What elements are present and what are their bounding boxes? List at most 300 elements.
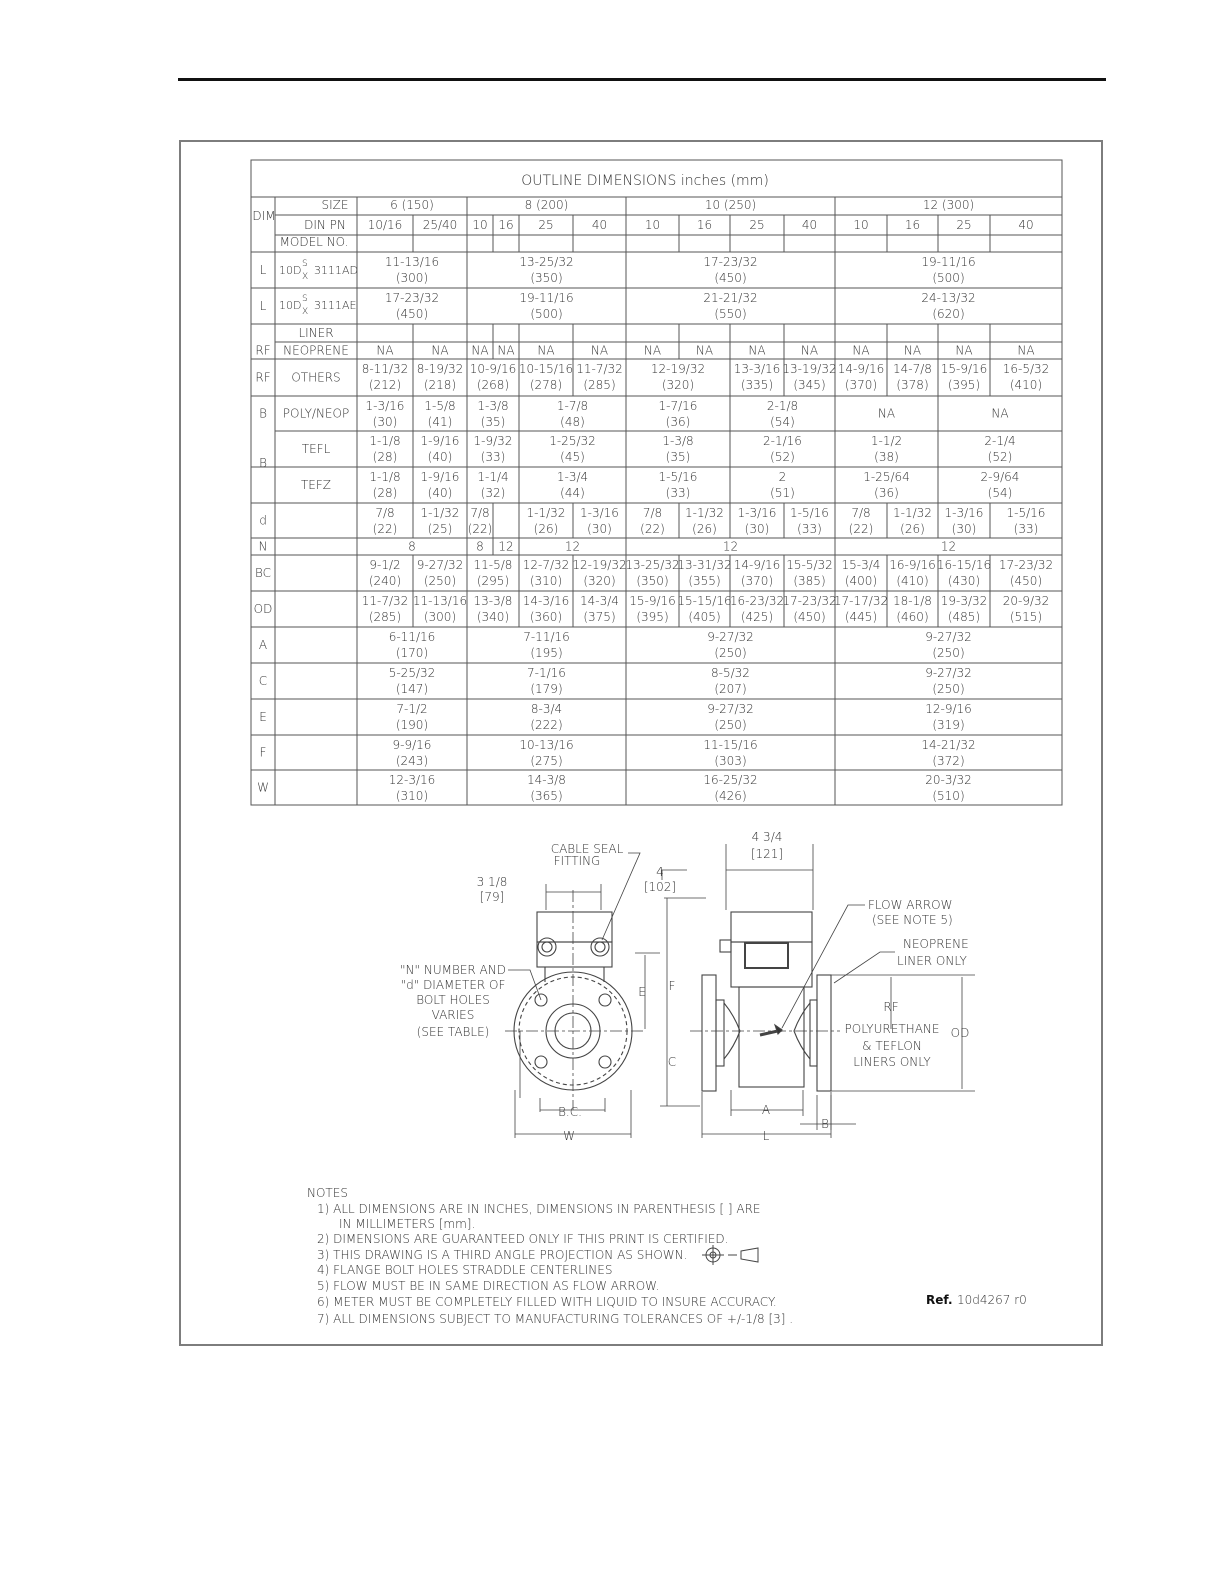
cell-mm: (285): [583, 378, 616, 392]
note-3: 3) THIS DRAWING IS A THIRD ANGLE PROJECTION AS SHOWN.: [317, 1248, 688, 1262]
cell-inches: 13-3/8: [473, 594, 513, 608]
notes-heading: NOTES: [307, 1186, 348, 1200]
row-dim-label: B: [259, 406, 267, 421]
cell-inches: 8-19/32: [416, 362, 464, 376]
cell-mm: (30): [744, 522, 770, 536]
cell-inches: 7/8: [375, 506, 395, 520]
bolt-holes-4: VARIES: [431, 1008, 475, 1022]
cell-inches: 1-1/8: [369, 434, 401, 448]
cell-mm: (500): [530, 307, 563, 321]
cell-mm: (52): [987, 450, 1013, 464]
cell-inches: 11-13/16: [412, 594, 468, 608]
side-housing-body: [731, 942, 812, 987]
model-ae-suffix: 3111AE: [314, 299, 357, 312]
third-angle-projection-icon: [702, 1245, 758, 1265]
side-housing-top: [731, 912, 812, 942]
cell-mm: (268): [476, 378, 510, 392]
cell-mm: (36): [665, 415, 691, 429]
cell-mm: (300): [395, 271, 429, 285]
cell-mm: (45): [560, 450, 585, 464]
cell-mm: (345): [793, 378, 826, 392]
cell-inches: 9-27/32: [416, 558, 464, 572]
cell-inches: 13-19/32: [782, 362, 837, 376]
cell-value: NA: [877, 406, 896, 421]
cell-inches: 1-3/16: [737, 506, 777, 520]
cell-value: NA: [903, 343, 922, 358]
model-ae-s: S: [302, 294, 308, 304]
cell-mm: (450): [793, 610, 826, 624]
cell-inches: 14-7/8: [893, 362, 932, 376]
cell-mm: (30): [372, 415, 398, 429]
cell-mm: (33): [480, 450, 506, 464]
cell-inches: 2-9/64: [980, 470, 1020, 484]
cell-inches: 14-3/4: [580, 594, 619, 608]
label-od: OD: [950, 1026, 970, 1040]
din-pn-cell: 10: [853, 218, 869, 232]
model-ae: [279, 294, 356, 317]
din-pn-cell: 40: [591, 218, 608, 232]
cell-inches: 1-9/16: [420, 470, 460, 484]
leader-cable-seal: [602, 853, 640, 940]
bolt-hole-4: [599, 1056, 611, 1068]
drawing-annotations: [400, 830, 969, 1143]
label-c: C: [667, 1055, 677, 1069]
cell-mm: (550): [714, 307, 747, 321]
leader-flow-arrow: [782, 905, 865, 1028]
cell-inches: 13-25/32: [625, 558, 680, 572]
cell-inches: 1-1/32: [526, 506, 566, 520]
cell-mm: (195): [530, 646, 563, 660]
side-fitting: [720, 940, 731, 952]
cell-mm: (378): [896, 378, 929, 392]
side-display: [745, 943, 788, 968]
row-sub-label: LINER: [298, 326, 334, 340]
cell-mm: (38): [874, 450, 899, 464]
cell-mm: (33): [665, 486, 691, 500]
cell-inches: 7/8: [851, 506, 871, 520]
din-pn-cell: 25: [956, 218, 972, 232]
left-fitting-inner: [542, 942, 552, 952]
cell-mm: (410): [896, 574, 929, 588]
din-pn-cell: 16: [696, 218, 713, 232]
cell-mm: (243): [395, 754, 429, 768]
cell-mm: (500): [932, 271, 965, 285]
cell-value: NA: [471, 343, 489, 358]
cell-inches: 20-9/32: [1002, 594, 1050, 608]
cell-mm: (395): [947, 378, 981, 392]
cell-mm: (285): [368, 610, 402, 624]
bolt-hole-2: [599, 994, 611, 1006]
cell-inches: 1-3/8: [477, 399, 509, 413]
model-label: MODEL NO.: [279, 235, 349, 249]
poly-teflon-3: LINERS ONLY: [853, 1055, 931, 1069]
cell-inches: 8-11/32: [361, 362, 409, 376]
cell-inches: 12-19/32: [650, 362, 706, 376]
cell-mm: (35): [480, 415, 506, 429]
cell-inches: 9-27/32: [707, 702, 754, 716]
cell-mm: (515): [1009, 610, 1043, 624]
row-dim-label: L: [259, 263, 267, 277]
cell-inches: 1-1/32: [893, 506, 932, 520]
cell-inches: 12-19/32: [572, 558, 627, 572]
label-a: A: [761, 1103, 771, 1117]
cell-mm: (147): [395, 682, 429, 696]
cell-inches: 1-5/16: [790, 506, 829, 520]
ref-label: Ref.: [926, 1293, 953, 1307]
cell-value: NA: [431, 343, 449, 358]
cell-mm: (365): [530, 789, 563, 803]
label-rf: RF: [883, 1000, 899, 1014]
row-dim-label: F: [259, 745, 267, 760]
right-flange-face: [810, 1000, 817, 1066]
cell-mm: (218): [423, 378, 457, 392]
note-2: 2) DIMENSIONS ARE GUARANTEED ONLY IF THIS PRINT IS CERTIFIED.: [317, 1232, 729, 1246]
cell-inches: 1-1/8: [369, 470, 401, 484]
cell-inches: 21-21/32: [703, 291, 758, 305]
cell-mm: (372): [932, 754, 965, 768]
cell-mm: (250): [714, 646, 747, 660]
cell-inches: 16-9/16: [889, 558, 936, 572]
note-1: 1) ALL DIMENSIONS ARE IN INCHES, DIMENSIONS IN PARENTHESIS [ ] ARE: [317, 1202, 761, 1216]
cell-mm: (32): [480, 486, 506, 500]
cell-mm: (22): [467, 522, 493, 536]
cell-inches: 15-3/4: [841, 558, 881, 572]
meter-drawing: [505, 844, 975, 1138]
cell-inches: 1-1/4: [477, 470, 509, 484]
cell-inches: 10-9/16: [469, 362, 517, 376]
cell-value: NA: [991, 406, 1009, 421]
label-b: B: [821, 1117, 829, 1131]
cell-mm: (207): [714, 682, 747, 696]
row-dim-label: L: [259, 299, 267, 313]
cell-inches: 16-5/32: [1002, 362, 1050, 376]
cell-inches: 14-3/8: [527, 773, 566, 787]
cell-inches: 14-21/32: [921, 738, 976, 752]
table-title: OUTLINE DIMENSIONS inches (mm): [521, 173, 769, 189]
dim-4-in: 4: [656, 865, 664, 879]
dim-3-1-8-mm: [79]: [479, 890, 505, 904]
cell-mm: (310): [529, 574, 563, 588]
left-flange: [702, 975, 716, 1091]
din-pn-cell: 16: [904, 218, 921, 232]
cell-inches: 6-11/16: [388, 630, 436, 644]
label-bc: B.C.: [558, 1105, 582, 1119]
cell-inches: 7-11/16: [523, 630, 570, 644]
cell-inches: 16-25/32: [703, 773, 758, 787]
right-flange: [817, 975, 831, 1091]
cell-inches: 2: [778, 470, 787, 484]
cell-value: NA: [955, 343, 973, 358]
din-pn-cell: 10/16: [367, 218, 403, 232]
cell-mm: (179): [530, 682, 563, 696]
cell-mm: (54): [987, 486, 1013, 500]
cell-mm: (460): [896, 610, 929, 624]
left-flange-face: [716, 1000, 724, 1066]
note-1b: IN MILLIMETERS [mm].: [339, 1217, 476, 1231]
cell-inches: 1-1/32: [420, 506, 460, 520]
cell-mm: (445): [844, 610, 878, 624]
cell-value: NA: [695, 343, 714, 358]
cell-inches: 10-13/16: [519, 738, 574, 752]
cell-value: NA: [1017, 343, 1035, 358]
cell-mm: (26): [692, 522, 717, 536]
din-pn-cell: 40: [1018, 218, 1034, 232]
dim-4-3-4-mm: [121]: [750, 847, 784, 861]
cell-mm: (425): [740, 610, 774, 624]
cell-value: NA: [376, 343, 394, 358]
cell-inches: 18-1/8: [893, 594, 932, 608]
din-pn-cell: 10: [472, 218, 488, 232]
bolt-holes-1: "N" NUMBER AND: [400, 963, 506, 977]
cell-mm: (340): [476, 610, 510, 624]
cell-inches: 12-7/32: [522, 558, 570, 572]
cell-inches: 17-17/32: [833, 594, 889, 608]
cell-mm: (360): [529, 610, 563, 624]
cell-value: NA: [643, 343, 662, 358]
neck-lines: [545, 967, 604, 982]
cell-inches: 1-3/16: [580, 506, 619, 520]
cell-value: 12: [498, 539, 514, 554]
cell-mm: (405): [688, 610, 721, 624]
size-label: SIZE: [321, 198, 349, 212]
din-pn-cell: 25/40: [422, 218, 458, 232]
row-dim-label: BC: [254, 566, 272, 580]
cell-mm: (350): [636, 574, 669, 588]
cell-inches: 16-23/32: [729, 594, 785, 608]
cell-inches: 17-23/32: [998, 558, 1054, 572]
label-e: E: [638, 985, 646, 999]
cell-inches: 15-15/16: [677, 594, 732, 608]
cell-mm: (40): [427, 486, 453, 500]
cell-mm: (310): [395, 789, 429, 803]
row-dim-label: OD: [253, 602, 273, 616]
cell-mm: (335): [740, 378, 774, 392]
cell-mm: (40): [427, 450, 453, 464]
cell-mm: (385): [793, 574, 826, 588]
dim-4-mm: [102]: [643, 880, 677, 894]
cell-inches: 17-23/32: [782, 594, 837, 608]
cell-mm: (30): [587, 522, 612, 536]
cell-inches: 19-3/32: [940, 594, 988, 608]
cell-mm: (510): [932, 789, 965, 803]
note-4: 4) FLANGE BOLT HOLES STRADDLE CENTERLINES: [317, 1263, 613, 1277]
model-ad-s: S: [302, 259, 308, 269]
cell-inches: 2-1/16: [763, 434, 802, 448]
cell-inches: 10-15/16: [518, 362, 574, 376]
cell-inches: 14-9/16: [733, 558, 781, 572]
leader-dim-4: [662, 870, 687, 880]
din-pn-cell: 40: [801, 218, 818, 232]
front-housing-mid: [537, 942, 612, 967]
din-pn-cell: 16: [498, 218, 514, 232]
cell-mm: (30): [951, 522, 977, 536]
cell-inches: 24-13/32: [921, 291, 976, 305]
cell-mm: (430): [947, 574, 981, 588]
leader-neoprene: [834, 952, 895, 983]
cell-inches: 11-7/32: [576, 362, 623, 376]
cell-inches: 19-11/16: [921, 255, 976, 269]
cell-inches: 9-27/32: [925, 630, 972, 644]
cell-inches: 12-9/16: [925, 702, 972, 716]
cell-inches: 7/8: [642, 506, 663, 520]
cell-inches: 16-15/16: [936, 558, 992, 572]
row-sub-label: TEFZ: [300, 478, 332, 492]
note-7: 7) ALL DIMENSIONS SUBJECT TO MANUFACTURING TOLERANCES OF +/-1/8 [3] .: [317, 1312, 794, 1326]
note-5: 5) FLOW MUST BE IN SAME DIRECTION AS FLOW ARROW.: [317, 1279, 660, 1293]
cell-inches: 13-25/32: [519, 255, 574, 269]
size-header: 8 (200): [524, 198, 569, 212]
cell-value: NA: [800, 343, 819, 358]
cell-value: 12: [940, 539, 957, 554]
din-label: DIN PN: [304, 218, 346, 232]
label-w: W: [563, 1129, 575, 1143]
cell-inches: 8-3/4: [530, 702, 563, 716]
cell-inches: 1-7/8: [556, 399, 589, 413]
model-ad-x: X: [302, 272, 309, 282]
cell-inches: 9-27/32: [707, 630, 754, 644]
model-ad: [279, 259, 358, 282]
cell-inches: 1-3/4: [556, 470, 589, 484]
dim-4-3-4-in: 4 3/4: [751, 830, 783, 844]
cell-inches: 13-3/16: [733, 362, 781, 376]
poly-teflon-2: & TEFLON: [862, 1039, 922, 1053]
cell-inches: 7-1/16: [527, 666, 566, 680]
cell-inches: 2-1/4: [984, 434, 1016, 448]
cell-mm: (320): [583, 574, 616, 588]
side-meter-body: [739, 987, 804, 1087]
cell-mm: (41): [427, 415, 453, 429]
dim-4: [664, 898, 706, 1106]
cell-inches: 1-5/16: [1006, 506, 1046, 520]
cell-inches: 14-9/16: [837, 362, 885, 376]
dim-header: DIM: [252, 209, 276, 223]
cell-mm: (450): [1009, 574, 1043, 588]
cell-inches: 1-1/32: [685, 506, 724, 520]
cell-inches: 11-7/32: [361, 594, 409, 608]
cell-mm: (190): [395, 718, 429, 732]
cell-mm: (620): [932, 307, 965, 321]
cell-mm: (400): [844, 574, 878, 588]
neoprene-1: NEOPRENE: [903, 937, 969, 951]
cell-value: 12: [564, 539, 581, 554]
cell-inches: 11-5/8: [473, 558, 513, 572]
cell-mm: (250): [714, 718, 747, 732]
cell-inches: 7-1/2: [396, 702, 428, 716]
cell-mm: (222): [530, 718, 563, 732]
model-ad-prefix: 10D: [279, 264, 302, 277]
cell-mm: (278): [529, 378, 563, 392]
cell-inches: 1-1/2: [870, 434, 903, 448]
cell-mm: (485): [947, 610, 981, 624]
cell-inches: 9-9/16: [392, 738, 432, 752]
left-fitting: [538, 938, 556, 956]
cell-inches: 1-3/16: [365, 399, 405, 413]
size-header: 10 (250): [704, 198, 757, 212]
cell-inches: 12-3/16: [388, 773, 436, 787]
cell-mm: (54): [770, 415, 795, 429]
cell-mm: (36): [874, 486, 899, 500]
cell-mm: (395): [636, 610, 669, 624]
cell-mm: (25): [427, 522, 453, 536]
cell-inches: 15-5/32: [786, 558, 833, 572]
dimension-lines: [508, 844, 975, 1138]
cell-mm: (52): [770, 450, 795, 464]
label-f: F: [668, 979, 676, 993]
row-sub-label: NEOPRENE: [283, 343, 349, 358]
row-dim-label: d: [259, 513, 267, 528]
row-dim-label: N: [258, 539, 268, 554]
din-pn-cell: 25: [749, 218, 765, 232]
dim-3-1-8-in: 3 1/8: [476, 875, 508, 889]
cell-inches: 14-3/16: [522, 594, 570, 608]
cell-mm: (22): [640, 522, 665, 536]
row-dim-label: W: [257, 780, 269, 795]
row-dim-label: C: [258, 674, 268, 688]
bolt-holes-5: (SEE TABLE): [416, 1025, 490, 1039]
cell-inches: 19-11/16: [519, 291, 574, 305]
cell-value: 12: [722, 539, 739, 554]
row-dim-label: E: [259, 710, 267, 724]
cell-mm: (410): [1009, 378, 1043, 392]
cell-inches: 9-1/2: [369, 558, 401, 572]
cell-mm: (250): [932, 646, 965, 660]
cell-mm: (426): [714, 789, 747, 803]
din-pn-cell: 25: [538, 218, 554, 232]
dim-bc: [520, 1031, 605, 1112]
cable-seal-1: CABLE SEAL: [550, 842, 624, 856]
bolt-hole-3: [535, 1056, 547, 1068]
cell-value: NA: [852, 343, 870, 358]
cell-inches: 17-23/32: [703, 255, 758, 269]
row-sub-label: OTHERS: [291, 370, 341, 385]
cell-inches: 11-15/16: [703, 738, 758, 752]
cell-mm: (450): [395, 307, 429, 321]
cell-mm: (28): [372, 450, 398, 464]
cell-mm: (250): [423, 574, 457, 588]
cell-inches: 1-5/8: [424, 399, 456, 413]
cell-inches: 8-5/32: [711, 666, 750, 680]
cell-inches: 17-23/32: [384, 291, 440, 305]
cell-value: NA: [497, 343, 515, 358]
cell-inches: 1-9/16: [420, 434, 460, 448]
cell-mm: (250): [932, 682, 965, 696]
cell-mm: (319): [932, 718, 965, 732]
cell-mm: (350): [530, 271, 563, 285]
cell-mm: (26): [900, 522, 925, 536]
cell-inches: 1-9/32: [473, 434, 513, 448]
cell-mm: (35): [665, 450, 691, 464]
cell-mm: (370): [740, 574, 774, 588]
cell-value: NA: [590, 343, 609, 358]
cell-mm: (320): [661, 378, 695, 392]
model-ad-suffix: 3111AD: [314, 264, 358, 277]
cell-inches: 20-3/32: [925, 773, 972, 787]
row-dim-label: A: [258, 638, 268, 652]
size-header: 12 (300): [922, 198, 975, 212]
cell-mm: (33): [797, 522, 822, 536]
cell-inches: 1-3/8: [662, 434, 694, 448]
cell-mm: (44): [560, 486, 585, 500]
cell-mm: (300): [423, 610, 457, 624]
cell-mm: (212): [368, 378, 402, 392]
cell-value: NA: [748, 343, 766, 358]
cell-inches: 1-25/64: [863, 470, 910, 484]
cell-mm: (303): [714, 754, 747, 768]
front-view: [505, 890, 645, 1110]
row-dim-label: RF: [255, 343, 271, 358]
cell-value: 8: [476, 539, 484, 554]
model-ae-prefix: 10D: [279, 299, 302, 312]
